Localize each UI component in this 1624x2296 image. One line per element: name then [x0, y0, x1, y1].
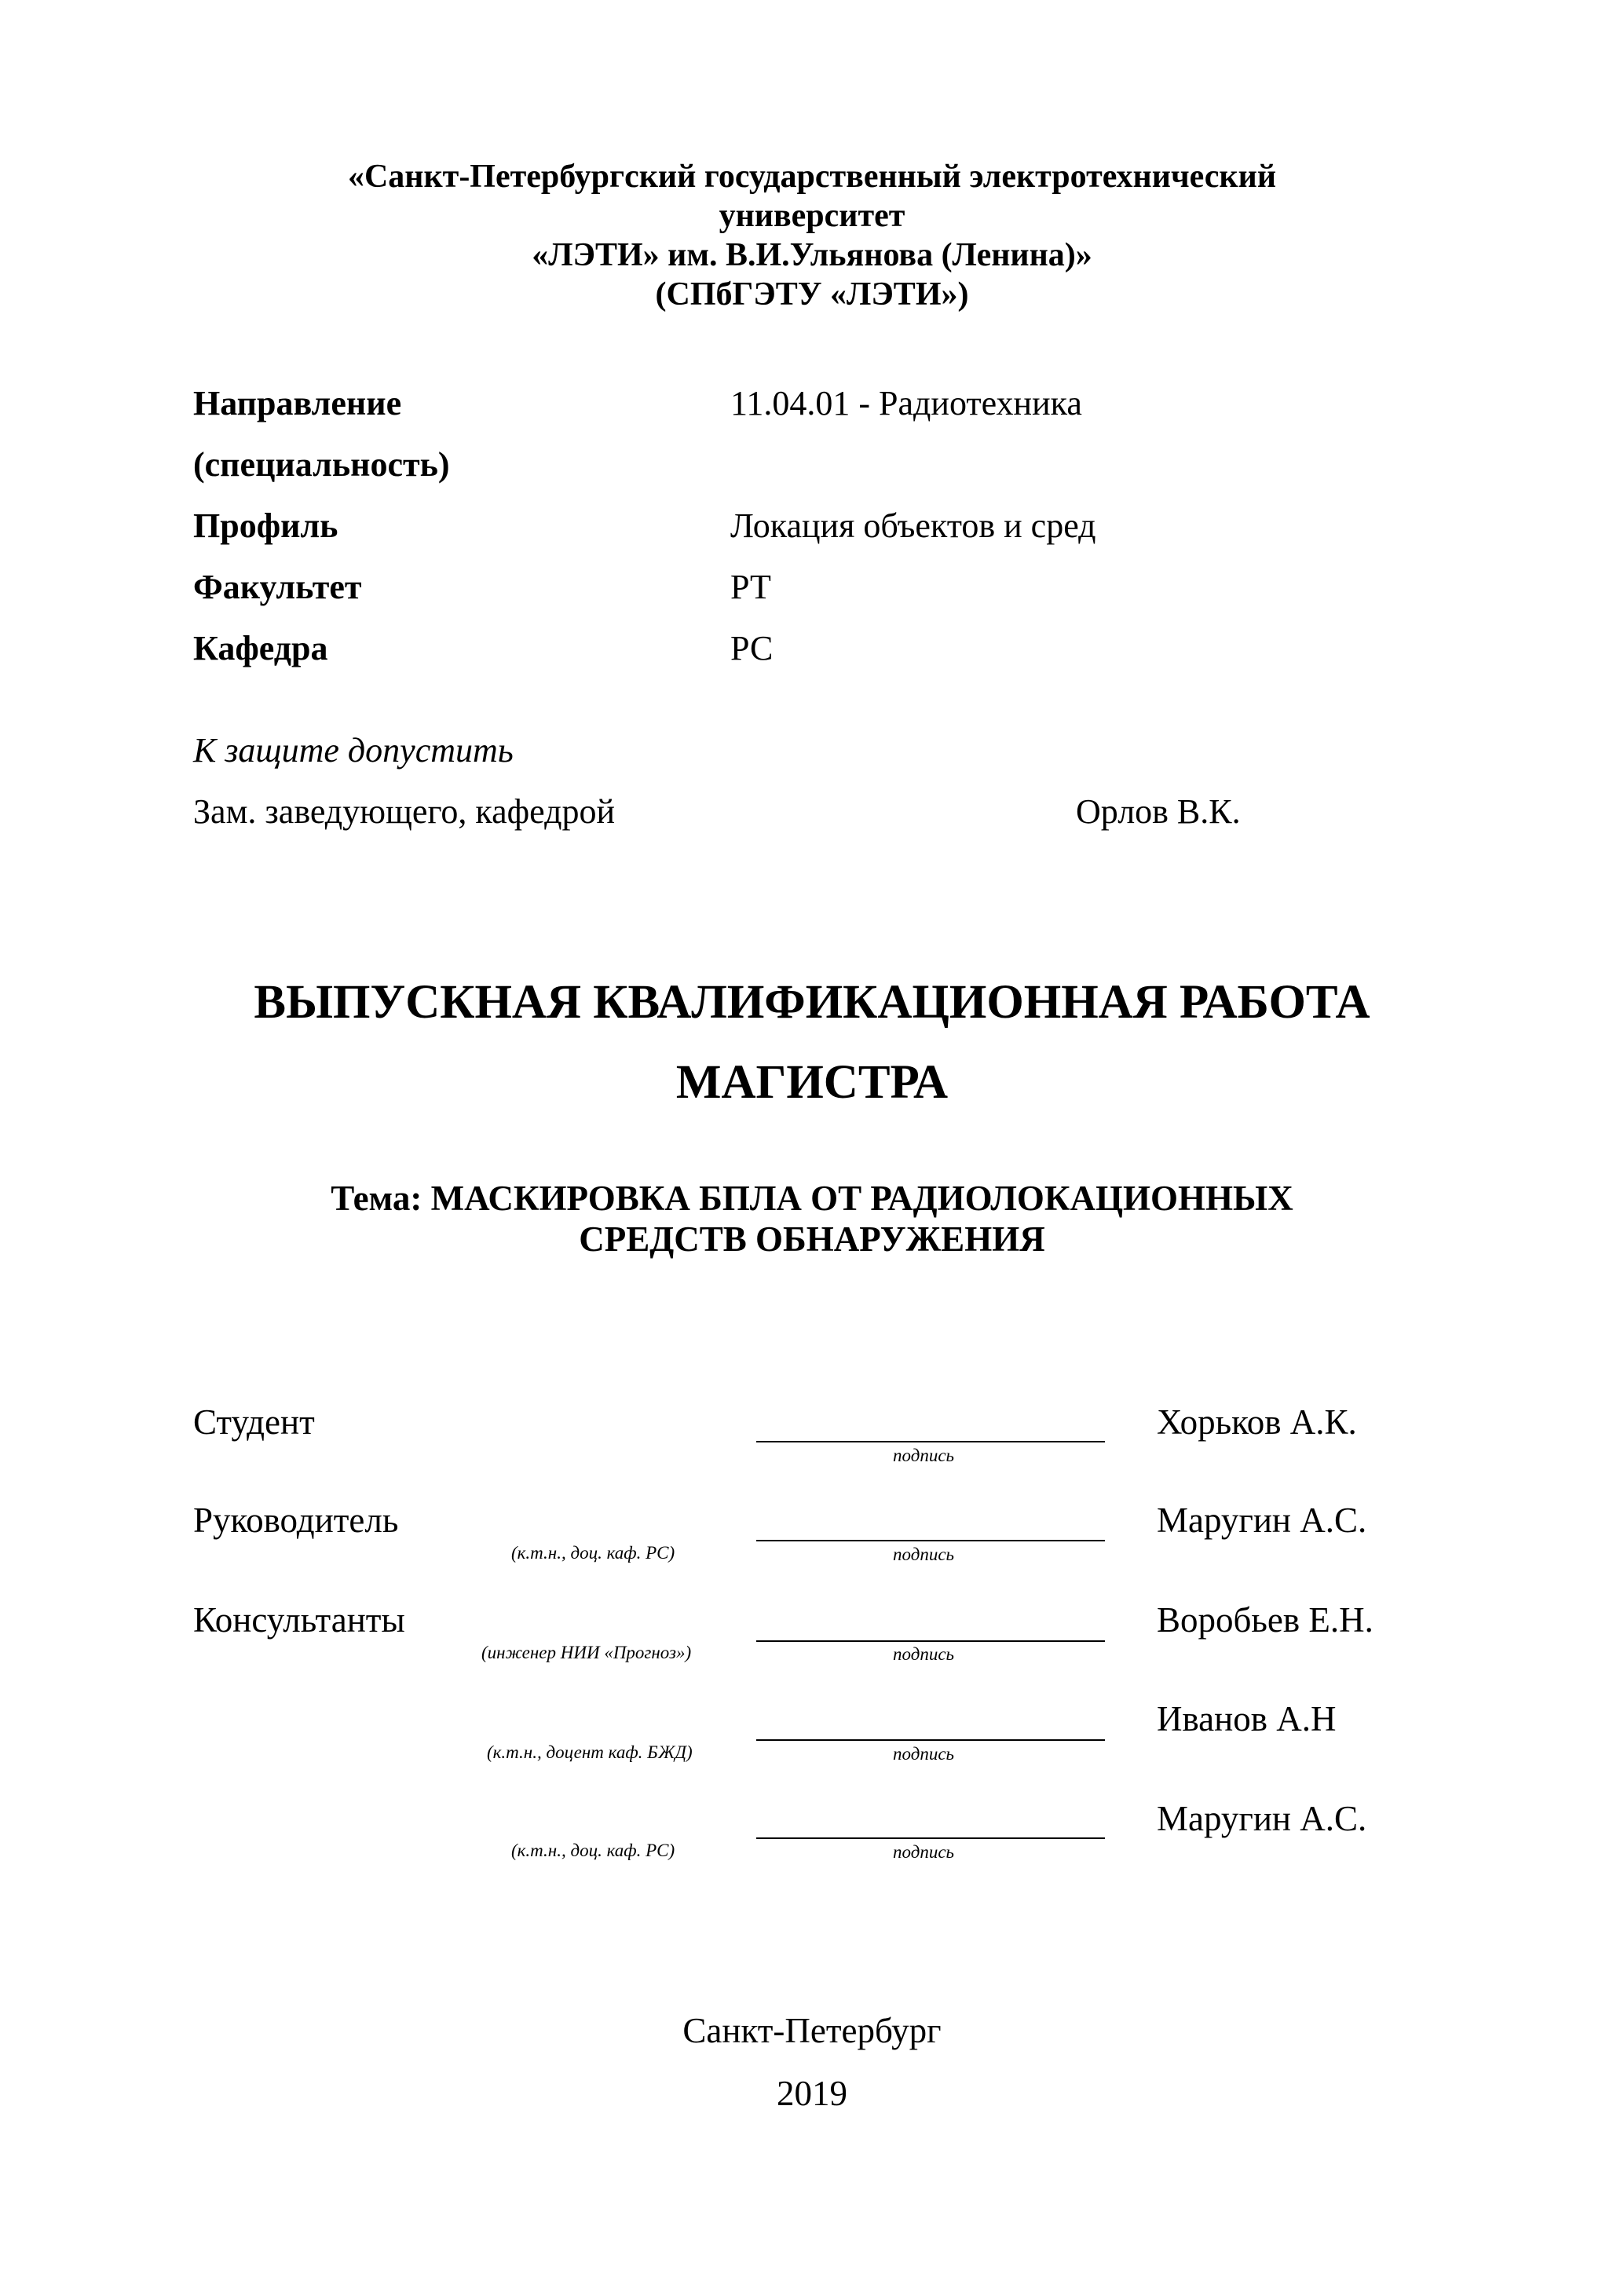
- university-name-line2: университет: [719, 198, 905, 234]
- admission-heading: К защите допустить: [193, 731, 514, 770]
- signature-caption: подпись: [893, 1545, 955, 1564]
- signature-name: Маругин А.С.: [1157, 1501, 1367, 1540]
- topic-line2: СРЕДСТВ ОБНАРУЖЕНИЯ: [579, 1219, 1045, 1259]
- footer-year: 2019: [777, 2074, 847, 2113]
- signature-name: Хорьков А.К.: [1157, 1402, 1357, 1442]
- profile-label: Профиль: [193, 506, 338, 545]
- signature-position: (к.т.н., доц. каф. РС): [511, 1841, 675, 1860]
- signature-role-supervisor: Руководитель: [193, 1501, 399, 1540]
- signature-name: Воробьев Е.Н.: [1157, 1600, 1373, 1640]
- document-title-line2: МАГИСТРА: [675, 1056, 949, 1109]
- signature-line: [756, 1837, 1105, 1839]
- department-label: Кафедра: [193, 629, 328, 667]
- signature-name: Иванов А.Н: [1157, 1699, 1337, 1738]
- signature-name: Маругин А.С.: [1157, 1799, 1367, 1838]
- direction-label: Направление: [193, 384, 402, 422]
- faculty-value: РТ: [730, 568, 771, 606]
- university-abbrev: (СПбГЭТУ «ЛЭТИ»): [655, 276, 969, 313]
- signature-caption: подпись: [893, 1644, 955, 1664]
- department-value: РС: [730, 629, 774, 667]
- signature-role-student: Студент: [193, 1402, 315, 1442]
- document-title-line1: ВЫПУСКНАЯ КВАЛИФИКАЦИОННАЯ РАБОТА: [254, 976, 1370, 1029]
- signature-position: (к.т.н., доцент каф. БЖД): [487, 1742, 693, 1762]
- signature-caption: подпись: [893, 1744, 955, 1764]
- signature-line: [756, 1540, 1105, 1541]
- signature-line: [756, 1739, 1105, 1741]
- faculty-label: Факультет: [193, 568, 362, 606]
- signature-role-consultants: Консультанты: [193, 1600, 405, 1640]
- topic-line1: Тема: МАСКИРОВКА БПЛА ОТ РАДИОЛОКАЦИОННЫХ: [331, 1179, 1293, 1218]
- signature-position: (инженер НИИ «Прогноз»): [481, 1643, 692, 1662]
- signature-position: (к.т.н., доц. каф. РС): [511, 1543, 675, 1563]
- signature-caption: подпись: [893, 1842, 955, 1862]
- signature-caption: подпись: [893, 1446, 955, 1465]
- signature-line: [756, 1640, 1105, 1642]
- footer-city: Санкт-Петербург: [682, 2011, 942, 2050]
- signature-line: [756, 1441, 1105, 1442]
- direction-value: 11.04.01 - Радиотехника: [730, 384, 1082, 422]
- admission-name: Орлов В.К.: [1076, 792, 1241, 831]
- university-name-line1: «Санкт-Петербургский государственный электротехнический: [347, 159, 1277, 195]
- university-name-line3: «ЛЭТИ» им. В.И.Ульянова (Ленина)»: [532, 237, 1092, 273]
- admission-role: Зам. заведующего, кафедрой: [193, 792, 616, 831]
- profile-value: Локация объектов и сред: [730, 506, 1096, 545]
- specialty-label: (специальность): [193, 445, 450, 484]
